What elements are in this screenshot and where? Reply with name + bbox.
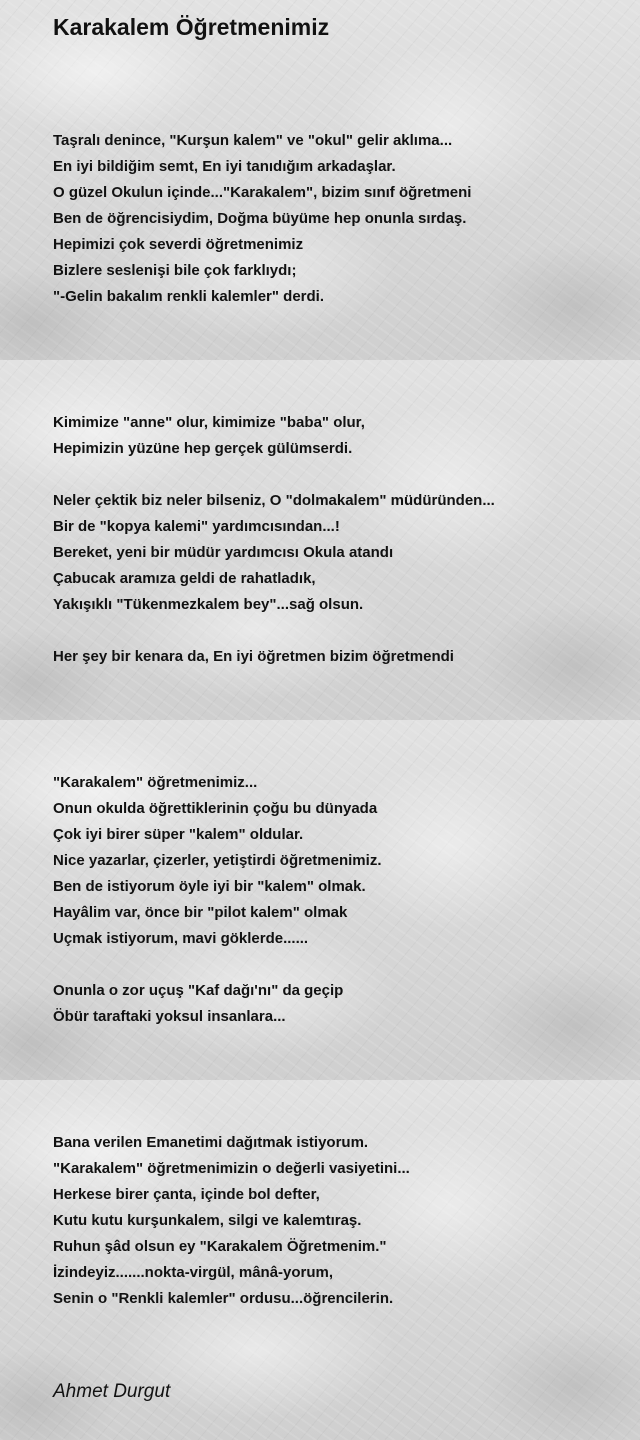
poem-line: Bizlere seslenişi bile çok farklıydı; xyxy=(53,262,297,279)
poem-line: Yakışıklı "Tükenmezkalem bey"...sağ olsun. xyxy=(53,596,364,613)
poem-line: Bana verilen Emanetimi dağıtmak istiyorum. xyxy=(53,1134,369,1151)
poem-line: Her şey bir kenara da, En iyi öğretmen bizim öğretmendi xyxy=(53,648,454,665)
stanza-5 xyxy=(53,770,381,952)
poem-line: Ben de istiyorum öyle iyi bir "kalem" olmak. xyxy=(53,878,366,895)
poem-line: Uçmak istiyorum, mavi göklerde...... xyxy=(53,930,309,947)
poem-line: Taşralı denince, "Kurşun kalem" ve "okul" gelir aklıma... xyxy=(53,132,453,149)
poem-line: Çabucak aramıza geldi de rahatladık, xyxy=(53,570,316,587)
stanza-4 xyxy=(53,644,454,670)
poem-line: Bir de "kopya kalemi" yardımcısından...! xyxy=(53,518,340,535)
poem-line: Kutu kutu kurşunkalem, silgi ve kalemtıraş. xyxy=(53,1212,362,1229)
poem-line: Çok iyi birer süper "kalem" oldular. xyxy=(53,826,304,843)
poem-line: Bereket, yeni bir müdür yardımcısı Okula atandı xyxy=(53,544,394,561)
poem-author: Ahmet Durgut xyxy=(53,1381,171,1402)
poem-line: Senin o "Renkli kalemler" ordusu...öğrencilerin. xyxy=(53,1290,394,1307)
poem-title: Karakalem Öğretmenimiz xyxy=(53,14,330,40)
poem-line: "Karakalem" öğretmenimizin o değerli vasiyetini... xyxy=(53,1160,410,1177)
poem-line: Ben de öğrencisiydim, Doğma büyüme hep onunla sırdaş. xyxy=(53,210,467,227)
stanza-1 xyxy=(53,128,471,310)
poem-line: Neler çektik biz neler bilseniz, O "dolmakalem" müdüründen... xyxy=(53,492,495,509)
stanza-6 xyxy=(53,978,343,1030)
poem-line: Hepimizi çok severdi öğretmenimiz xyxy=(53,236,304,253)
poem-line: Ruhun şâd olsun ey "Karakalem Öğretmenim." xyxy=(53,1238,387,1255)
poem-line: Herkese birer çanta, içinde bol defter, xyxy=(53,1186,320,1203)
stanza-2 xyxy=(53,410,365,462)
poem-line: Hayâlim var, önce bir "pilot kalem" olmak xyxy=(53,904,348,921)
poem-line: "Karakalem" öğretmenimiz... xyxy=(53,774,258,791)
poem-line: Onunla o zor uçuş "Kaf dağı'nı" da geçip xyxy=(53,982,344,999)
poem-line: Nice yazarlar, çizerler, yetiştirdi öğretmenimiz. xyxy=(53,852,382,869)
poem-line: Hepimizin yüzüne hep gerçek gülümserdi. xyxy=(53,440,353,457)
stanza-3 xyxy=(53,488,495,618)
poem-line: Kimimize "anne" olur, kimimize "baba" olur, xyxy=(53,414,365,431)
poem-line: Öbür taraftaki yoksul insanlara... xyxy=(53,1008,286,1025)
poem-line: Onun okulda öğrettiklerinin çoğu bu dünyada xyxy=(53,800,378,817)
poem-line: "-Gelin bakalım renkli kalemler" derdi. xyxy=(53,288,324,305)
stanza-7 xyxy=(53,1130,410,1312)
poem-line: O güzel Okulun içinde..."Karakalem", bizim sınıf öğretmeni xyxy=(53,184,472,201)
poem-line: En iyi bildiğim semt, En iyi tanıdığım arkadaşlar. xyxy=(53,158,396,175)
poem-line: İzindeyiz.......nokta-virgül, mânâ-yorum, xyxy=(53,1264,334,1281)
